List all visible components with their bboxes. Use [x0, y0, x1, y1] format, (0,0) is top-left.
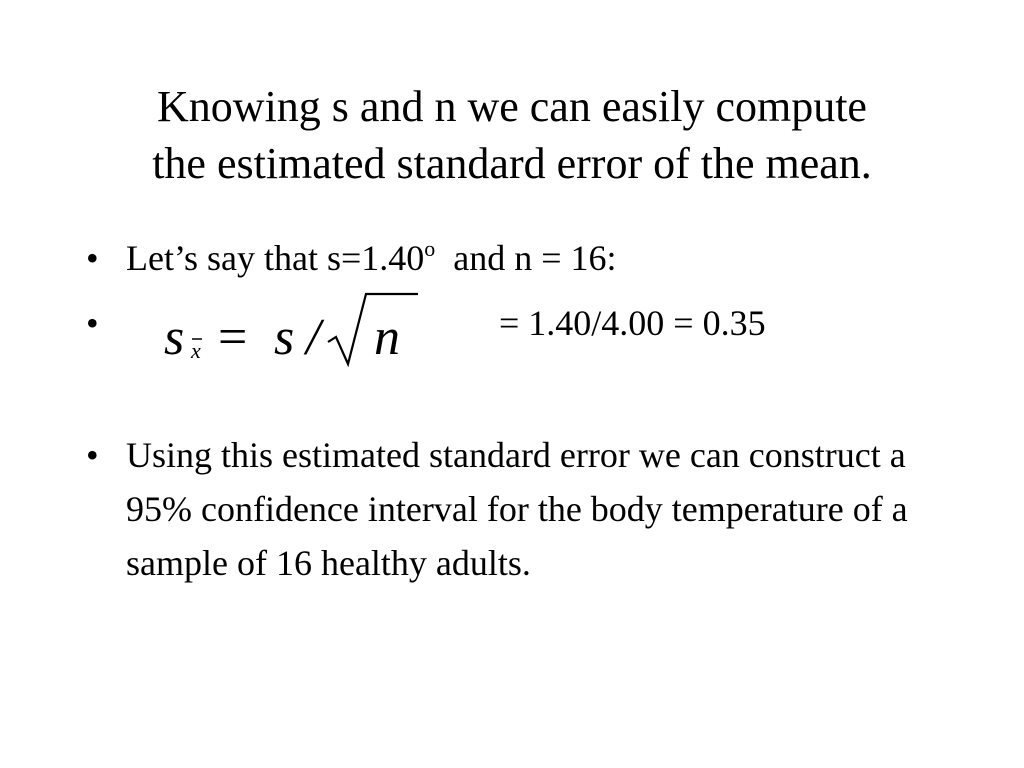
square-root-icon	[328, 294, 418, 364]
formula-s-symbol: s	[164, 309, 185, 366]
given-values-text: Let’s say that s=1.40	[126, 238, 425, 278]
formula-slash: /	[306, 309, 321, 366]
given-values-text-after: and n = 16:	[435, 238, 617, 278]
bullet-marker: •	[86, 303, 99, 343]
slide-title	[60, 78, 964, 192]
bullet-marker: •	[86, 435, 99, 475]
bullet-confidence-interval	[86, 428, 946, 648]
formula-result: = 1.40/4.00 = 0.35	[499, 303, 766, 343]
standard-error-formula	[156, 292, 426, 372]
bullet-text	[126, 231, 617, 285]
formula-n: n	[374, 309, 400, 366]
confidence-interval-text: Using this estimated standard error we can construct a 95% confidence interval for the body temperature of a sample of 16 healthy adults.	[126, 435, 908, 583]
formula-equals: =	[218, 309, 248, 366]
bullet-marker: •	[86, 238, 99, 278]
title-line-2: the estimated standard error of the mean.	[152, 139, 872, 188]
degree-superscript: o	[424, 236, 436, 261]
formula-s: s	[274, 309, 295, 366]
bullet-given-values	[86, 231, 946, 285]
bullet-formula	[86, 296, 946, 376]
title-line-1: Knowing s and n we can easily compute	[157, 82, 867, 131]
formula-subscript-x: x	[191, 338, 201, 363]
